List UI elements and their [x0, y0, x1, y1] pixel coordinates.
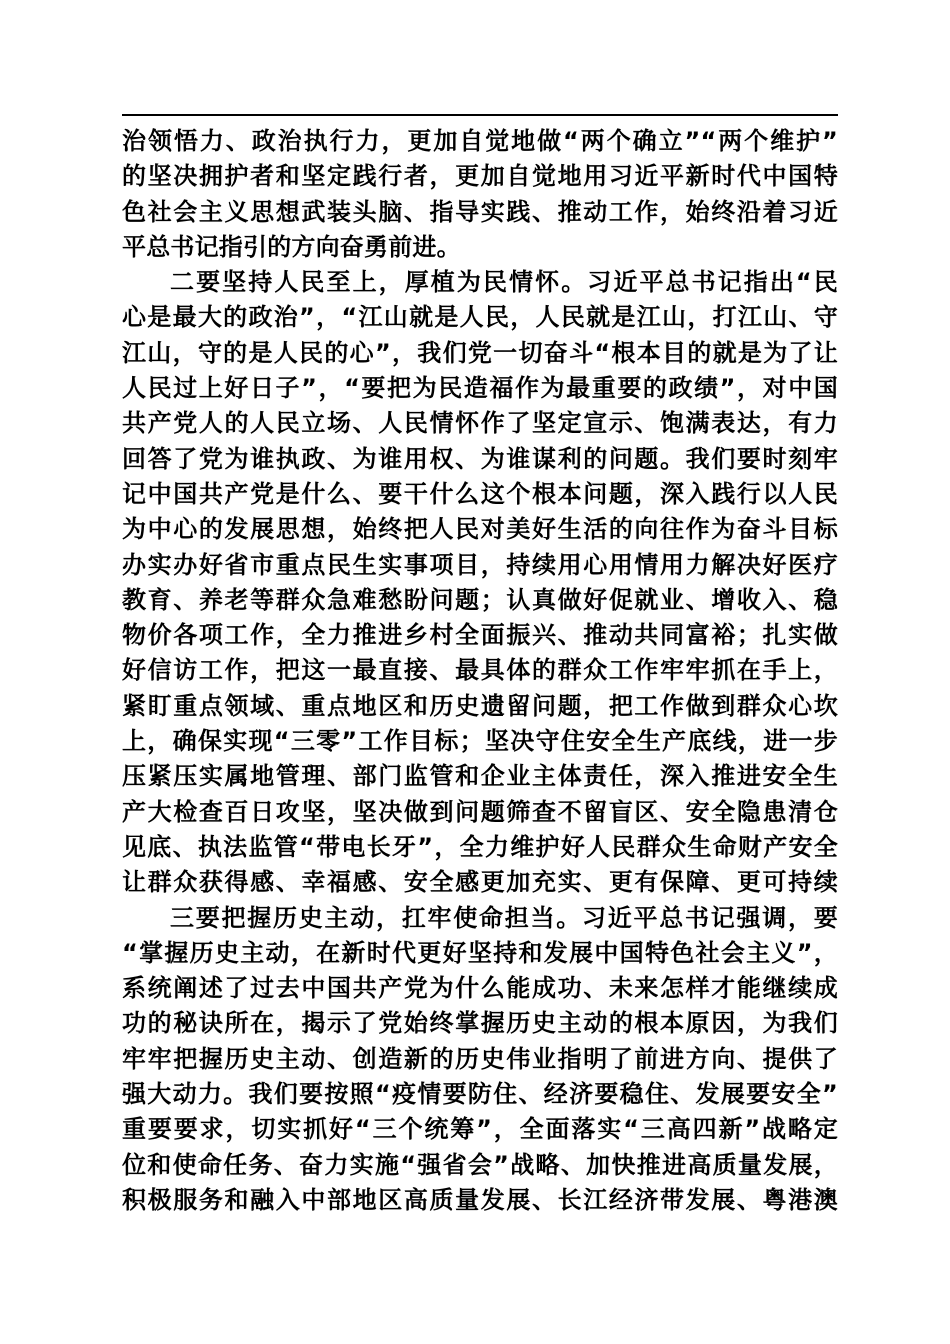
paragraph-history — [122, 901, 838, 1219]
text-line: 回答了党为谁执政、为谁用权、为谁谋利的问题。我们要时刻牢 — [122, 444, 838, 473]
text-line: 产大检查百日攻坚，坚决做到问题筛查不留盲区、安全隐患清仓 — [122, 797, 838, 826]
text-line: 记中国共产党是什么、要干什么这个根本问题，深入践行以人民 — [122, 479, 838, 508]
text-line: 积极服务和融入中部地区高质量发展、长江经济带发展、粤港澳 — [122, 1185, 838, 1214]
header-rule — [122, 114, 838, 116]
text-line: 功的秘诀所在，揭示了党始终掌握历史主动的根本原因，为我们 — [122, 1009, 838, 1038]
text-line: 好信访工作，把这一最直接、最具体的群众工作牢牢抓在手上， — [122, 656, 838, 685]
text-line: 让群众获得感、幸福感、安全感更加充实、更有保障、更可持续 — [122, 868, 838, 897]
text-line: “掌握历史主动，在新时代更好坚持和发展中国特色社会主义”， — [122, 938, 838, 967]
text-line: 教育、养老等群众急难愁盼问题；认真做好促就业、增收入、稳 — [122, 585, 838, 614]
text-line: 人民过上好日子”，“要把为民造福作为最重要的政绩”，对中国 — [122, 374, 838, 403]
text-line: 位和使命任务、奋力实施“强省会”战略、加快推进高质量发展， — [122, 1150, 838, 1179]
paragraph-continued — [122, 124, 838, 265]
text-line: 强大动力。我们要按照“疫情要防住、经济要稳住、发展要安全” — [122, 1080, 838, 1109]
text-line: 的坚决拥护者和坚定践行者，更加自觉地用习近平新时代中国特 — [122, 162, 838, 191]
text-line: 色社会主义思想武装头脑、指导实践、推动工作，始终沿着习近 — [122, 197, 838, 226]
text-line: 二要坚持人民至上，厚植为民情怀。习近平总书记指出“民 — [170, 268, 838, 297]
text-line: 物价各项工作，全力推进乡村全面振兴、推动共同富裕；扎实做 — [122, 621, 838, 650]
text-line: 心是最大的政治”，“江山就是人民，人民就是江山，打江山、守 — [122, 303, 838, 332]
text-line: 江山，守的是人民的心”，我们党一切奋斗“根本目的就是为了让 — [122, 338, 838, 367]
text-line: 为中心的发展思想，始终把人民对美好生活的向往作为奋斗目标 — [122, 515, 838, 544]
text-line: 系统阐述了过去中国共产党为什么能成功、未来怎样才能继续成 — [122, 974, 838, 1003]
text-line: 紧盯重点领域、重点地区和历史遗留问题，把工作做到群众心坎 — [122, 691, 838, 720]
text-line: 上，确保实现“三零”工作目标；坚决守住安全生产底线，进一步 — [122, 727, 838, 756]
document-body — [122, 124, 838, 1218]
text-line: 平总书记指引的方向奋勇前进。 — [122, 232, 461, 261]
text-line: 牢牢把握历史主动、创造新的历史伟业指明了前进方向、提供了 — [122, 1044, 838, 1073]
text-line: 共产党人的人民立场、人民情怀作了坚定宣示、饱满表达，有力 — [122, 409, 838, 438]
paragraph-people — [122, 265, 838, 900]
text-line: 治领悟力、政治执行力，更加自觉地做“两个确立”“两个维护” — [122, 127, 838, 155]
text-line: 办实办好省市重点民生实事项目，持续用心用情用力解决好医疗 — [122, 550, 838, 579]
text-line: 压紧压实属地管理、部门监管和企业主体责任，深入推进安全生 — [122, 762, 838, 791]
text-line: 见底、执法监管“带电长牙”，全力维护好人民群众生命财产安全 — [122, 832, 838, 861]
text-line: 重要要求，切实抓好“三个统筹”，全面落实“三高四新”战略定 — [122, 1115, 838, 1144]
text-line: 三要把握历史主动，扛牢使命担当。习近平总书记强调，要 — [170, 903, 838, 932]
